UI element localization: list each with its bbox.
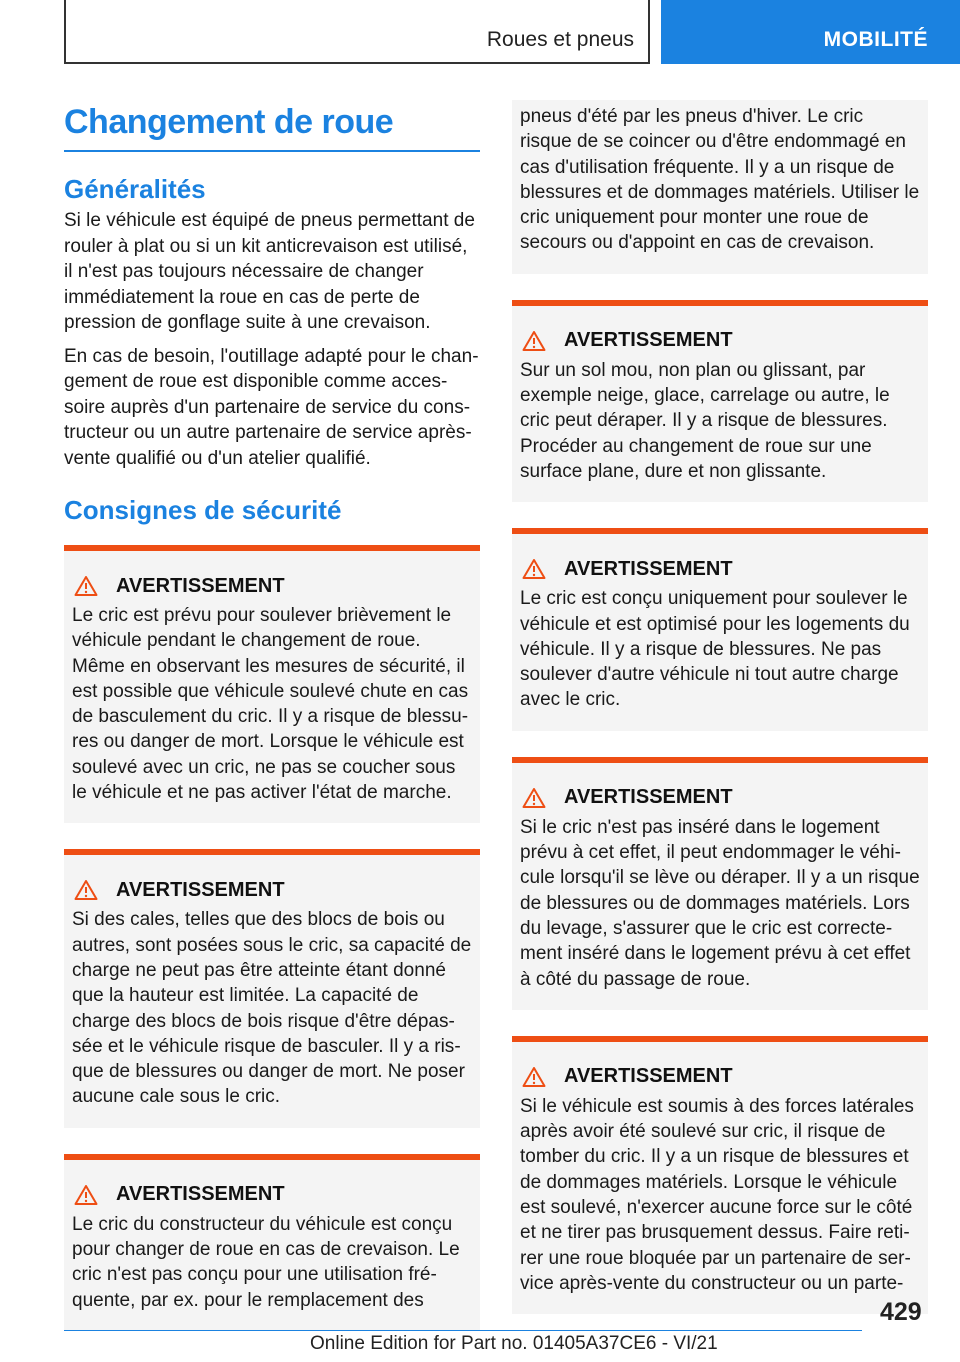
page-title: Changement de roue bbox=[64, 100, 480, 152]
warning-label: AVERTISSEMENT bbox=[116, 574, 285, 597]
warning-text: Si des cales, telles que des blocs de bois ou autres, sont posées sous le cric, sa capacité de charge ne peut pas être atteinte étant donné que la hauteur est limitée. La capacité de charge des blocs de bois risque d'être dépassée et le véhicule risque de basculer. Il y a risque de blessures ou danger de mort. Ne poser aucune cale sous le cric. bbox=[72, 909, 472, 1108]
chapter-title: MOBILITÉ bbox=[823, 28, 928, 51]
warning-label: AVERTISSEMENT bbox=[564, 329, 733, 352]
warning-box bbox=[512, 757, 928, 1010]
warning-triangle-icon bbox=[74, 1184, 98, 1206]
warning-box bbox=[512, 528, 928, 730]
warning-triangle-icon bbox=[522, 330, 546, 352]
section-header bbox=[64, 0, 650, 64]
warning-text: Le cric du constructeur du véhicule est conçu pour changer de roue en cas de crevaison. Le cric n'est pas conçu pour une utilisation fréquente, par ex. pour le remplacement des bbox=[72, 1213, 460, 1311]
footer-edition: Online Edition for Part no. 01405A37CE6 - VI/21 bbox=[310, 1333, 718, 1354]
warning-triangle-icon bbox=[74, 575, 98, 597]
warning-box bbox=[64, 545, 480, 823]
warning-label: AVERTISSEMENT bbox=[564, 1065, 733, 1088]
warning-box bbox=[512, 300, 928, 502]
warning-label: AVERTISSEMENT bbox=[564, 786, 733, 809]
warning-label: AVERTISSEMENT bbox=[116, 878, 285, 901]
general-paragraph-1: Si le véhicule est équipé de pneus permettant de rouler à plat ou si un kit anticrevaison est utilisé, il n'est pas toujours nécessaire de changer immédiatement la roue en cas de perte de pression de gonflage suite à une crevaison. bbox=[64, 210, 475, 333]
left-column bbox=[64, 100, 480, 1331]
warning-box bbox=[64, 849, 480, 1127]
warning-triangle-icon bbox=[522, 1066, 546, 1088]
warning-text: Si le véhicule est soumis à des forces latérales après avoir été soulevé sur cric, il risque de tomber du cric. Il y a un risque de blessures et de dommages matériels. Lorsque le véhicule est soulevé, n'exercer aucune force sur le côté et ne tirer pas brusquement dessus. Faire retirer une roue bloquée par un partenaire de service après-vente du constructeur ou un parte- bbox=[520, 1095, 914, 1294]
chapter-tab[interactable] bbox=[661, 0, 960, 64]
warning-triangle-icon bbox=[522, 558, 546, 580]
warning-text: Sur un sol mou, non plan ou glissant, par exemple neige, glace, carrelage ou autre, le cric peut déraper. Il y a risque de blessures. Procéder au changement de roue sur une surface plane, dure et non glissante. bbox=[520, 359, 890, 482]
warning-label: AVERTISSEMENT bbox=[564, 557, 733, 580]
heading-general: Généralités bbox=[64, 174, 206, 204]
warning-box bbox=[64, 1154, 480, 1331]
page-header bbox=[0, 0, 960, 66]
general-paragraph-2: En cas de besoin, l'outillage adapté pour le changement de roue est disponible comme accessoire auprès d'un partenaire de service du constructeur ou un autre partenaire de service après-vente qualifié ou d'un atelier qualifié. bbox=[64, 345, 479, 469]
footer-divider bbox=[64, 1330, 862, 1331]
warning-triangle-icon bbox=[74, 879, 98, 901]
warning-continuation-text: pneus d'été par les pneus d'hiver. Le cric risque de se coincer ou d'être endommagé en cas d'utilisation fréquente. Il y a un risque de blessures et de dommages matériels. Utiliser le cric uniquement pour monter une roue de secours ou d'appoint en cas de crevaison. bbox=[520, 106, 920, 254]
section-title: Roues et pneus bbox=[486, 28, 634, 51]
warning-label: AVERTISSEMENT bbox=[116, 1183, 285, 1206]
heading-safety: Consignes de sécurité bbox=[64, 495, 342, 525]
right-column bbox=[512, 100, 928, 1314]
warning-triangle-icon bbox=[522, 787, 546, 809]
warning-text: Si le cric n'est pas inséré dans le logement prévu à cet effet, il peut endommager le véhicule lorsqu'il se lève ou déraper. Il y a un risque de blessures ou de dommages matériels. Lors du levage, s'assurer que le cric est correctement inséré dans le logement prévu à cet effet à côté du passage de roue. bbox=[520, 816, 920, 990]
warning-box bbox=[512, 1036, 928, 1314]
warning-text: Le cric est conçu uniquement pour soulever le véhicule et est optimisé pour les logements du véhicule. Il y a risque de blessures. Ne pas soulever d'autre véhicule ni tout autre charge avec le cric. bbox=[520, 588, 910, 711]
page-number: 429 bbox=[880, 1298, 922, 1326]
warning-continuation bbox=[512, 100, 928, 274]
warning-text: Le cric est prévu pour soulever brièvement le véhicule pendant le changement de roue. Même en observant les mesures de sécurité, il est possible que véhicule soulevé chute en cas de basculement du cric. Il y a risque de blessures ou danger de mort. Lorsque le véhicule est soulevé avec un cric, ne pas se coucher sous le véhicule et ne pas activer l'état de marche. bbox=[72, 605, 469, 804]
